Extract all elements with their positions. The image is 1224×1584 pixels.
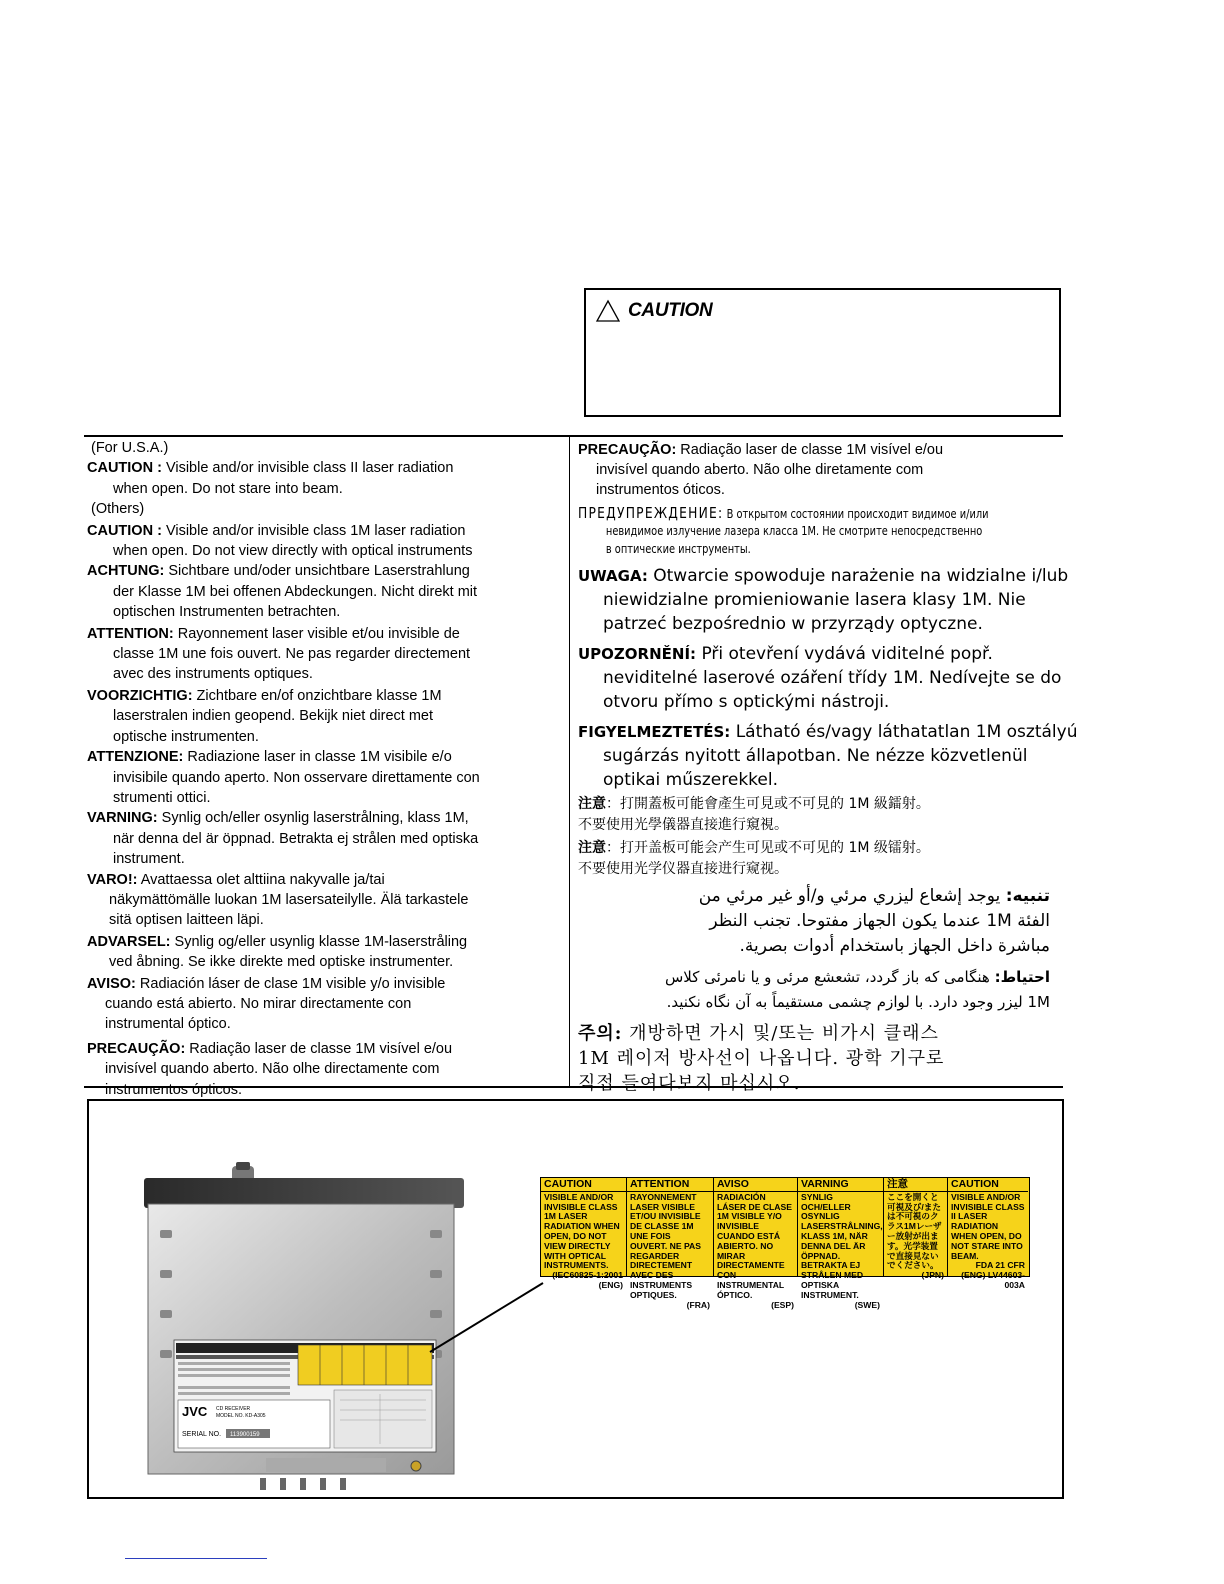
table-top-rule xyxy=(84,435,1063,437)
warning-upozorneni: UPOZORNĚNÍ: Při otevření vydává viditelné popř. neviditelné laserové ozáření třídy 1M. Nedívejte se do otvoru přímo s optickými nástroji. xyxy=(578,644,1062,713)
caution-header xyxy=(596,300,712,322)
warning-uwaga: UWAGA: Otwarcie spowoduje narażenie na widzialne i/lub niewidzialne promieniowanie lasera klasy 1M. Nie patrzeć bezpośrednio w przyrządy optyczne. xyxy=(578,566,1069,635)
callout-line xyxy=(420,1270,550,1360)
svg-text:CD RECEIVER: CD RECEIVER xyxy=(216,1406,251,1412)
label-cell-esp: AVISO RADIACIÓN LÁSER DE CLASE 1M VISIBLE Y/O INVISIBLE CUANDO ESTÁ ABIERTO. NO MIRAR DIRECTAMENTE CON INSTRUMENTAL ÓPTICO. (ESP) xyxy=(714,1178,798,1276)
warning-voorzichtig: VOORZICHTIG: Zichtbare en/of onzichtbare klasse 1M laserstralen indien geopend. Bekijk niet direct met optische instrumenten. xyxy=(87,687,442,745)
warning-varning: VARNING: Synlig och/eller osynlig laserstrålning, klass 1M, när denna del är öppnad. Betrakta ej strålen med optiska instrument. xyxy=(87,810,479,868)
left-warnings-column xyxy=(87,438,565,1100)
label-cell-fra: ATTENTION RAYONNEMENT LASER VISIBLE ET/OU INVISIBLE DE CLASSE 1M UNE FOIS OUVERT. NE PAS REGARDER DIRECTEMENT AVEC DES INSTRUMENTS OPTIQUES. (FRA) xyxy=(627,1178,714,1276)
label-cell-eng: CAUTION VISIBLE AND/OR INVISIBLE CLASS 1M LASER RADIATION WHEN OPEN, DO NOT VIEW DIRECTLY WITH OPTICAL INSTRUMENTS. (IEC60825-1:2001 (ENG) xyxy=(541,1178,627,1276)
caution-title: CAUTION xyxy=(628,300,713,321)
label-cell-swe: VARNING SYNLIG OCH/ELLER OSYNLIG LASERSTRÅLNING, KLASS 1M, NÄR DENNA DEL ÄR ÖPPNAD. BETRAKTA EJ STRÅLEN MED OPTISKA INSTRUMENT. (SWE) xyxy=(798,1178,884,1276)
caution-box xyxy=(584,288,1061,417)
column-divider xyxy=(569,436,570,1087)
warning-chinese-traditional: 注意：打開蓋板可能會產生可見或不可見的 1M 級鐳射。 不要使用光學儀器直接進行窺視。 xyxy=(578,796,930,834)
warning-arabic: تنبيه: يوجد إشعاع ليزري مرئي و/أو غير مرئي من الفئة 1M عندما يكون الجهاز مفتوحا. تجنب النظر مباشرة داخل الجهاز باستخدام أدوات بصرية. xyxy=(698,886,1050,957)
warning-figyelmeztetes: FIGYELMEZTETÉS: Látható és/vagy láthatatlan 1M osztályú sugárzás nyitott állapotban. Ne nézze közvetlenül optikai műszerekkel. xyxy=(578,722,1078,791)
photo-brand-text: JVC xyxy=(182,1404,208,1419)
warning-advarsel: ADVARSEL: Synlig og/eller usynlig klasse 1M-laserstråling ved åbning. Se ikke direkte med optiske instrumenter. xyxy=(87,933,468,971)
laser-warning-label xyxy=(540,1177,1030,1310)
svg-text:SERIAL NO.: SERIAL NO. xyxy=(182,1431,222,1438)
right-warnings-column xyxy=(578,440,1078,1096)
others-tag: (Others) xyxy=(91,501,145,518)
warning-russian: ПРЕДУПРЕЖДЕНИЕ: В открытом состоянии происходит видимое и/или невидимое излучение лазера класса 1М. Не смотрите непосредственно в оптические инструменты. xyxy=(578,503,989,556)
warning-caution-usa: CAUTION : Visible and/or invisible class II laser radiation when open. Do not stare into beam. xyxy=(87,460,454,497)
warning-precaucao: PRECAUÇÃO: Radiação laser de classe 1M visível e/ou invisível quando aberto. Não olhe directamente com instrumentos ópticos. xyxy=(87,1040,453,1098)
usa-tag: (For U.S.A.) xyxy=(91,440,169,456)
warning-varo: VARO!: Avattaessa olet alttiina nakyvalle ja/tai näkymättömälle luokan 1M lasersateilylle. Älä tarkastele sitä optisen laitteen läpi. xyxy=(87,871,469,929)
warning-persian: احتياط: هنگامی که باز گردد، تشعشع مرئی و یا نامرئی کلاس 1M لیزر وجود دارد. با لوازم چشمی مستقیماً به آن نگاه نکنید. xyxy=(665,968,1050,1012)
warning-triangle-icon xyxy=(596,300,620,322)
warning-caution-others: CAUTION : Visible and/or invisible class 1M laser radiation when open. Do not view directly with optical instruments xyxy=(87,522,473,560)
label-cell-jpn: 注意 ここを開くと可視及び/または不可視のクラス1Mレーザー放射が出ます。光学装置で直接見ないでください。 (JPN) xyxy=(884,1178,948,1276)
warning-chinese-simplified: 注意：打开盖板可能会产生可见或不可见的 1M 级镭射。 不要使用光学仪器直接进行窥视。 xyxy=(578,840,930,878)
footer-link-underline[interactable] xyxy=(125,1558,267,1559)
warning-korean: 주의: 개방하면 가시 및/또는 비가시 클래스 1M 레이저 방사선이 나옵니다. 광학 기구로 직접 들여다보지 마십시오. xyxy=(578,1023,945,1095)
svg-text:113900159: 113900159 xyxy=(230,1432,260,1438)
warning-precaucao-br: PRECAUÇÃO: Radiação laser de classe 1M visível e/ou invisível quando aberto. Não olhe diretamente com instrumentos óticos. xyxy=(578,442,944,499)
warning-attenzione: ATTENZIONE: Radiazione laser in classe 1M visibile e/o invisibile quando aperto. Non osservare direttamente con strumenti ottici. xyxy=(87,749,480,806)
warning-attention: ATTENTION: Rayonnement laser visible et/ou invisible de classe 1M une fois ouvert. Ne pas regarder directement avec des instruments optiques. xyxy=(87,625,471,683)
warning-aviso: AVISO: Radiación láser de clase 1M visible y/o invisible cuando está abierto. No mirar directamente con instrumental óptico. xyxy=(87,975,446,1033)
svg-text:MODEL NO. KD-A305: MODEL NO. KD-A305 xyxy=(216,1413,266,1419)
warning-achtung: ACHTUNG: Sichtbare und/oder unsichtbare Laserstrahlung der Klasse 1M bei offenen Abdeckungen. Nicht direkt mit optischen Instrumenten betrachten. xyxy=(87,563,478,621)
label-cell-fda: CAUTION VISIBLE AND/OR INVISIBLE CLASS II LASER RADIATION WHEN OPEN, DO NOT STARE INTO BEAM. FDA 21 CFR (ENG) LV44603-003A xyxy=(948,1178,1028,1276)
cd-receiver-photo xyxy=(130,1160,470,1495)
